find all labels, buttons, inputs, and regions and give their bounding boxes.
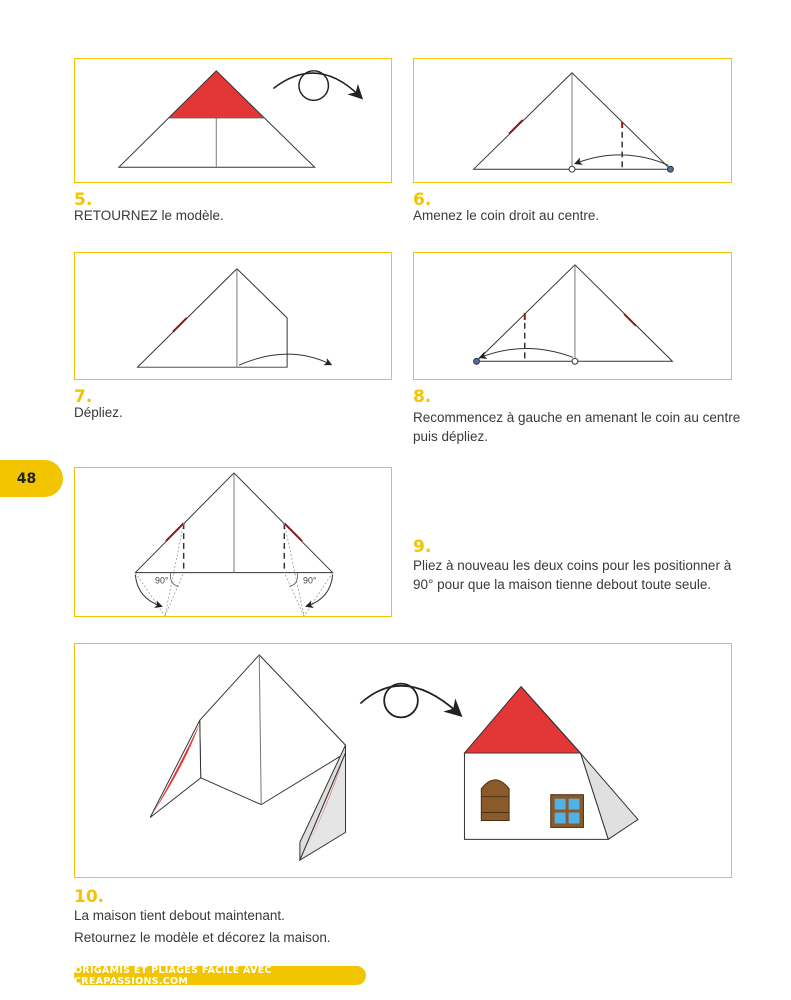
step-5-illustration: [74, 58, 392, 183]
step-10-text-line1: La maison tient debout maintenant.: [74, 908, 285, 923]
step-5-number: 5.: [74, 190, 93, 210]
step-9-number: 9.: [413, 537, 432, 557]
step-9-text-line1: Pliez à nouveau les deux coins pour les positionner à: [413, 558, 732, 573]
page-number-tab: 48: [0, 460, 63, 497]
step-7-illustration: [74, 252, 392, 380]
footer-banner: ORIGAMIS ET PLIAGES FACILE AVEC CREAPASSIONS.COM: [74, 966, 366, 985]
step-8-text-line1: Recommencez à gauche en amenant le coin au centre: [413, 410, 741, 425]
step-7-text: Dépliez.: [74, 405, 123, 420]
step-8-text-line2: puis dépliez.: [413, 429, 489, 444]
angle-label-left: 90°: [155, 575, 169, 586]
step-5-text: RETOURNEZ le modèle.: [74, 208, 224, 223]
step-6-number: 6.: [413, 190, 432, 210]
step-10-number: 10.: [74, 887, 105, 907]
step-8-number: 8.: [413, 387, 432, 407]
step-7-number: 7.: [74, 387, 93, 407]
angle-label-right: 90°: [303, 575, 317, 586]
step-10-illustration: [74, 643, 732, 878]
step-9-text-line2: 90° pour que la maison tienne debout toute seule.: [413, 577, 712, 592]
step-10-text-line2: Retournez le modèle et décorez la maison.: [74, 930, 331, 945]
step-6-illustration: [413, 58, 732, 183]
step-6-text: Amenez le coin droit au centre.: [413, 208, 600, 223]
step-8-illustration: [413, 252, 732, 380]
step-9-illustration: [74, 467, 392, 617]
